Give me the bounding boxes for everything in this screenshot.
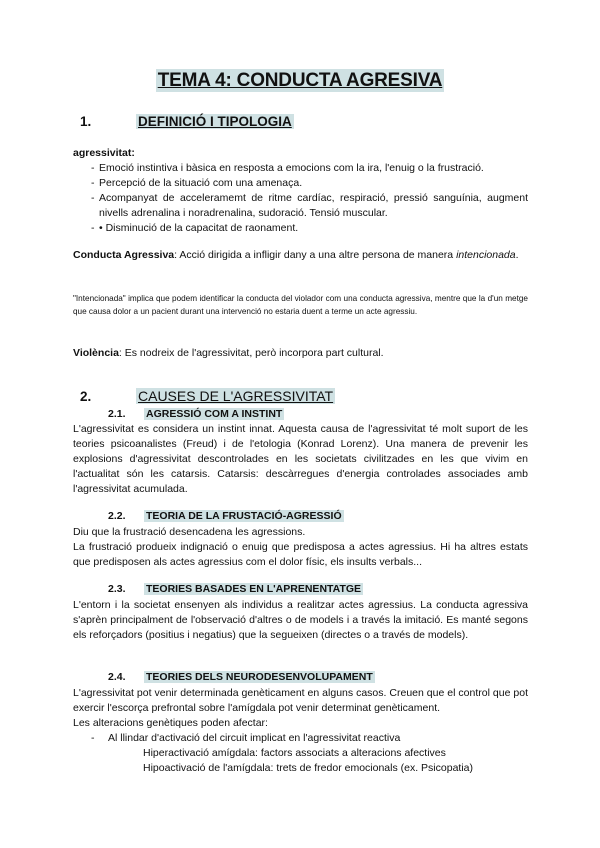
subsection-2-3-text: L'entorn i la societat ensenyen als individus a realitzar actes agressius. La conducta agressiva s'aprèn principalment de l'observació d'altres o de models i a través la imitació. Es manté segons els reforçadors (positius i negatius) que la segueixen (directes o a través de models). xyxy=(73,599,528,641)
agressivitat-definition xyxy=(73,146,528,236)
subsection-2-4-line: Les alteracions genètiques poden afectar: xyxy=(73,717,268,729)
subsection-2-3-heading: 2.3. TEORIES BASADES EN L'APRENENTATGE xyxy=(108,583,362,595)
section-1-heading: 1. DEFINICIÓ I TIPOLOGIA xyxy=(80,114,292,129)
section-2-heading: 2. CAUSES DE L'AGRESSIVITAT xyxy=(80,388,334,404)
list-item: - Al llindar d'activació del circuit implicat en l'agressivitat reactiva xyxy=(73,731,528,746)
subsection-2-4-text: L'agressivitat pot venir determinada genèticament en alguns casos. Creuen que el control que pot exercir l'escorça prefrontal sobre l'amígdala pot venir determinat genèticament. xyxy=(73,687,528,714)
subsection-2-2-text: La frustració produeix indignació o enuig que predisposa a actes agressius. Hi ha altres estats que predisposen als actes agressius com el dolor físic, els insults verbals... xyxy=(73,541,528,568)
document-title: TEMA 4: CONDUCTA AGRESIVA xyxy=(157,70,443,91)
term-label: agressivitat: xyxy=(73,147,135,159)
subsection-2-2-line: Diu que la frustració desencadena les agressions. xyxy=(73,526,306,538)
conducta-agressiva-paragraph: Conducta Agressiva: Acció dirigida a infligir dany a una altre persona de manera intencionada. xyxy=(73,249,519,261)
subsection-2-4-list xyxy=(73,731,528,776)
violencia-paragraph: Violència: Es nodreix de l'agressivitat, però incorpora part cultural. xyxy=(73,347,384,359)
subsection-2-1-heading: 2.1. AGRESSIÓ COM A INSTINT xyxy=(108,408,283,420)
list-item: - Emoció instintiva i bàsica en resposta a emocions com la ira, l'enuig o la frustració. xyxy=(73,161,528,176)
subsection-2-2-heading: 2.2. TEORIA DE LA FRUSTACIÓ-AGRESSIÓ xyxy=(108,510,342,522)
subsection-2-4-heading: 2.4. TEORIES DELS NEURODESENVOLUPAMENT xyxy=(108,671,373,683)
agressivitat-bullet-list xyxy=(73,161,528,236)
list-item: - Acompanyat de acceleramemt de ritme cardíac, respiració, pressió sanguínia, augment nivells adrenalina i noradrenalina, sudoració. Tensió muscular. xyxy=(73,191,528,221)
indented-item: Hipoactivació de l'amígdala: trets de fredor emocionals (ex. Psicopatia) xyxy=(143,762,473,774)
subsection-2-1-text: L'agressivitat es considera un instint innat. Aquesta causa de l'agressivitat té molt suport de les teories psicoanalistes (Freud) i de l'etologia (Konrad Lorenz). Una manera de prevenir les explosions d'agressivitat descontrolades en les societats civilitzades en les que vivim en l'actualitat són les catarsis. Catarsis: descàrregues d'energia controlades associades amb l'agressivitat acumulada. xyxy=(73,423,528,495)
indented-item: Hiperactivació amígdala: factors associats a alteracions afectives xyxy=(143,747,446,759)
list-item: - • Disminució de la capacitat de raonament. xyxy=(73,221,528,236)
intencionada-note: "Intencionada" implica que podem identificar la conducta del violador com una conducta agressiva, mentre que la d'un metge que causa dolor a un pacient durant una intervenció no estaria duent a terme un acte agressiu. xyxy=(73,294,528,316)
list-item: - Percepció de la situació com una amenaça. xyxy=(73,176,528,191)
